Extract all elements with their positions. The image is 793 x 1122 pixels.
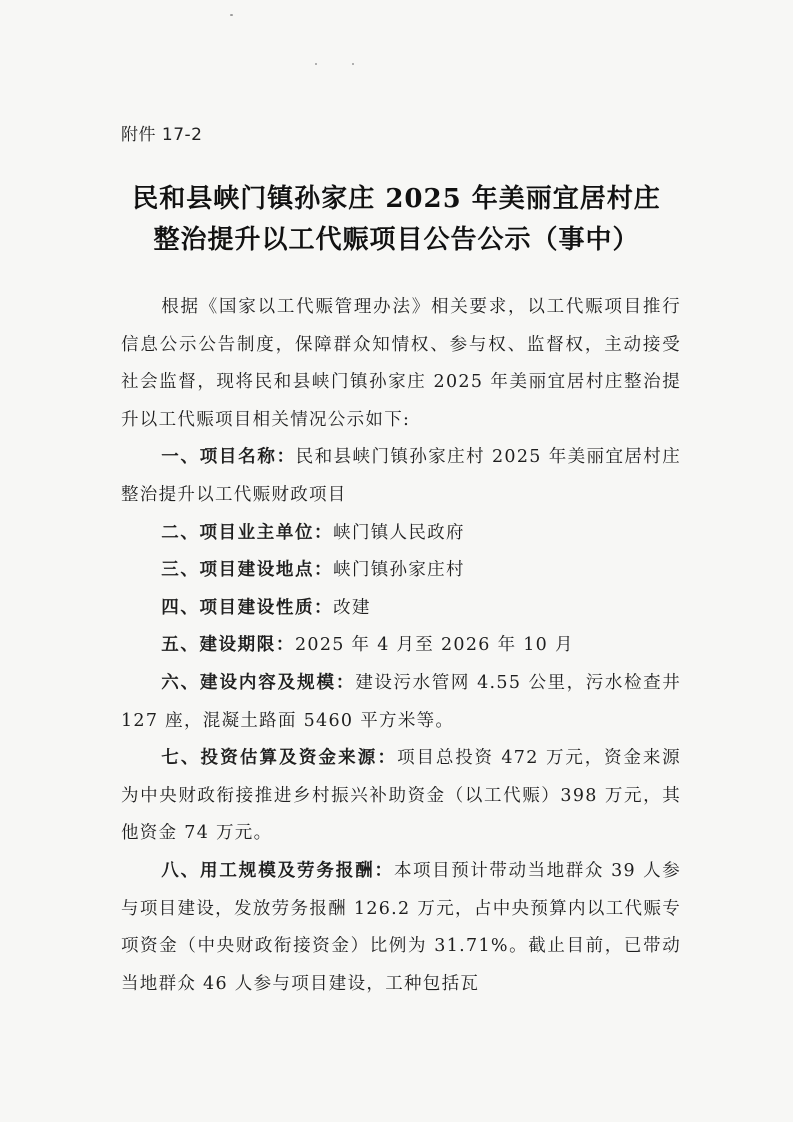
item-nature bbox=[121, 590, 681, 628]
item-scope bbox=[121, 665, 681, 740]
item-owner-unit bbox=[121, 515, 681, 553]
item-heading: 一、项目名称： bbox=[161, 447, 296, 468]
scan-speck bbox=[352, 63, 354, 65]
scan-speck bbox=[230, 14, 233, 16]
item-heading: 三、项目建设地点： bbox=[161, 560, 334, 581]
item-text: 建设污水管网 4.55 公里，污水检查井 127 座，混凝土路面 5460 平方米等。 bbox=[121, 672, 681, 731]
item-period bbox=[121, 627, 681, 665]
item-text: 2025 年 4 月至 2026 年 10 月 bbox=[294, 635, 574, 656]
item-project-name bbox=[121, 439, 681, 514]
item-heading: 四、项目建设性质： bbox=[161, 597, 334, 618]
item-text: 峡门镇人民政府 bbox=[333, 522, 465, 543]
item-heading: 五、建设期限： bbox=[161, 635, 295, 656]
document-body bbox=[121, 289, 681, 1003]
intro-paragraph: 根据《国家以工代赈管理办法》相关要求，以工代赈项目推行信息公示公告制度，保障群众知情权、参与权、监督权，主动接受社会监督，现将民和县峡门镇孙家庄 2025 年美丽宜居村庄整治提升以工代赈项目相关情况公示如下: bbox=[121, 297, 681, 430]
item-text: 本项目预计带动当地群众 39 人参与项目建设，发放劳务报酬 126.2 万元，占中央预算内以工代赈专项资金（中央财政衔接资金）比例为 31.71%。截止目前，已带动当地群众 46 人参与项目建设，工种包括瓦 bbox=[121, 860, 681, 994]
item-text: 峡门镇孙家庄村 bbox=[333, 560, 465, 581]
item-text: 民和县峡门镇孙家庄村 2025 年美丽宜居村庄整治提升以工代赈财政项目 bbox=[121, 447, 682, 505]
item-employment bbox=[121, 853, 681, 1003]
item-location bbox=[121, 552, 681, 590]
item-heading: 七、投资估算及资金来源： bbox=[161, 748, 398, 769]
item-heading: 二、项目业主单位： bbox=[161, 522, 334, 543]
item-investment bbox=[121, 740, 681, 853]
item-text: 项目总投资 472 万元，资金来源为中央财政衔接推进乡村振兴补助资金（以工代赈）398 万元，其他资金 74 万元。 bbox=[121, 748, 681, 844]
document-title-line-1: 民和县峡门镇孙家庄 2025 年美丽宜居村庄 bbox=[132, 184, 661, 214]
scan-speck bbox=[315, 63, 317, 65]
item-text: 改建 bbox=[333, 597, 371, 618]
item-heading: 六、建设内容及规模： bbox=[161, 672, 356, 693]
item-heading: 八、用工规模及劳务报酬： bbox=[161, 860, 394, 881]
document-title-line-2: 整治提升以工代赈项目公告公示（事中） bbox=[153, 225, 640, 255]
attachment-label: 附件 17-2 bbox=[121, 125, 203, 145]
